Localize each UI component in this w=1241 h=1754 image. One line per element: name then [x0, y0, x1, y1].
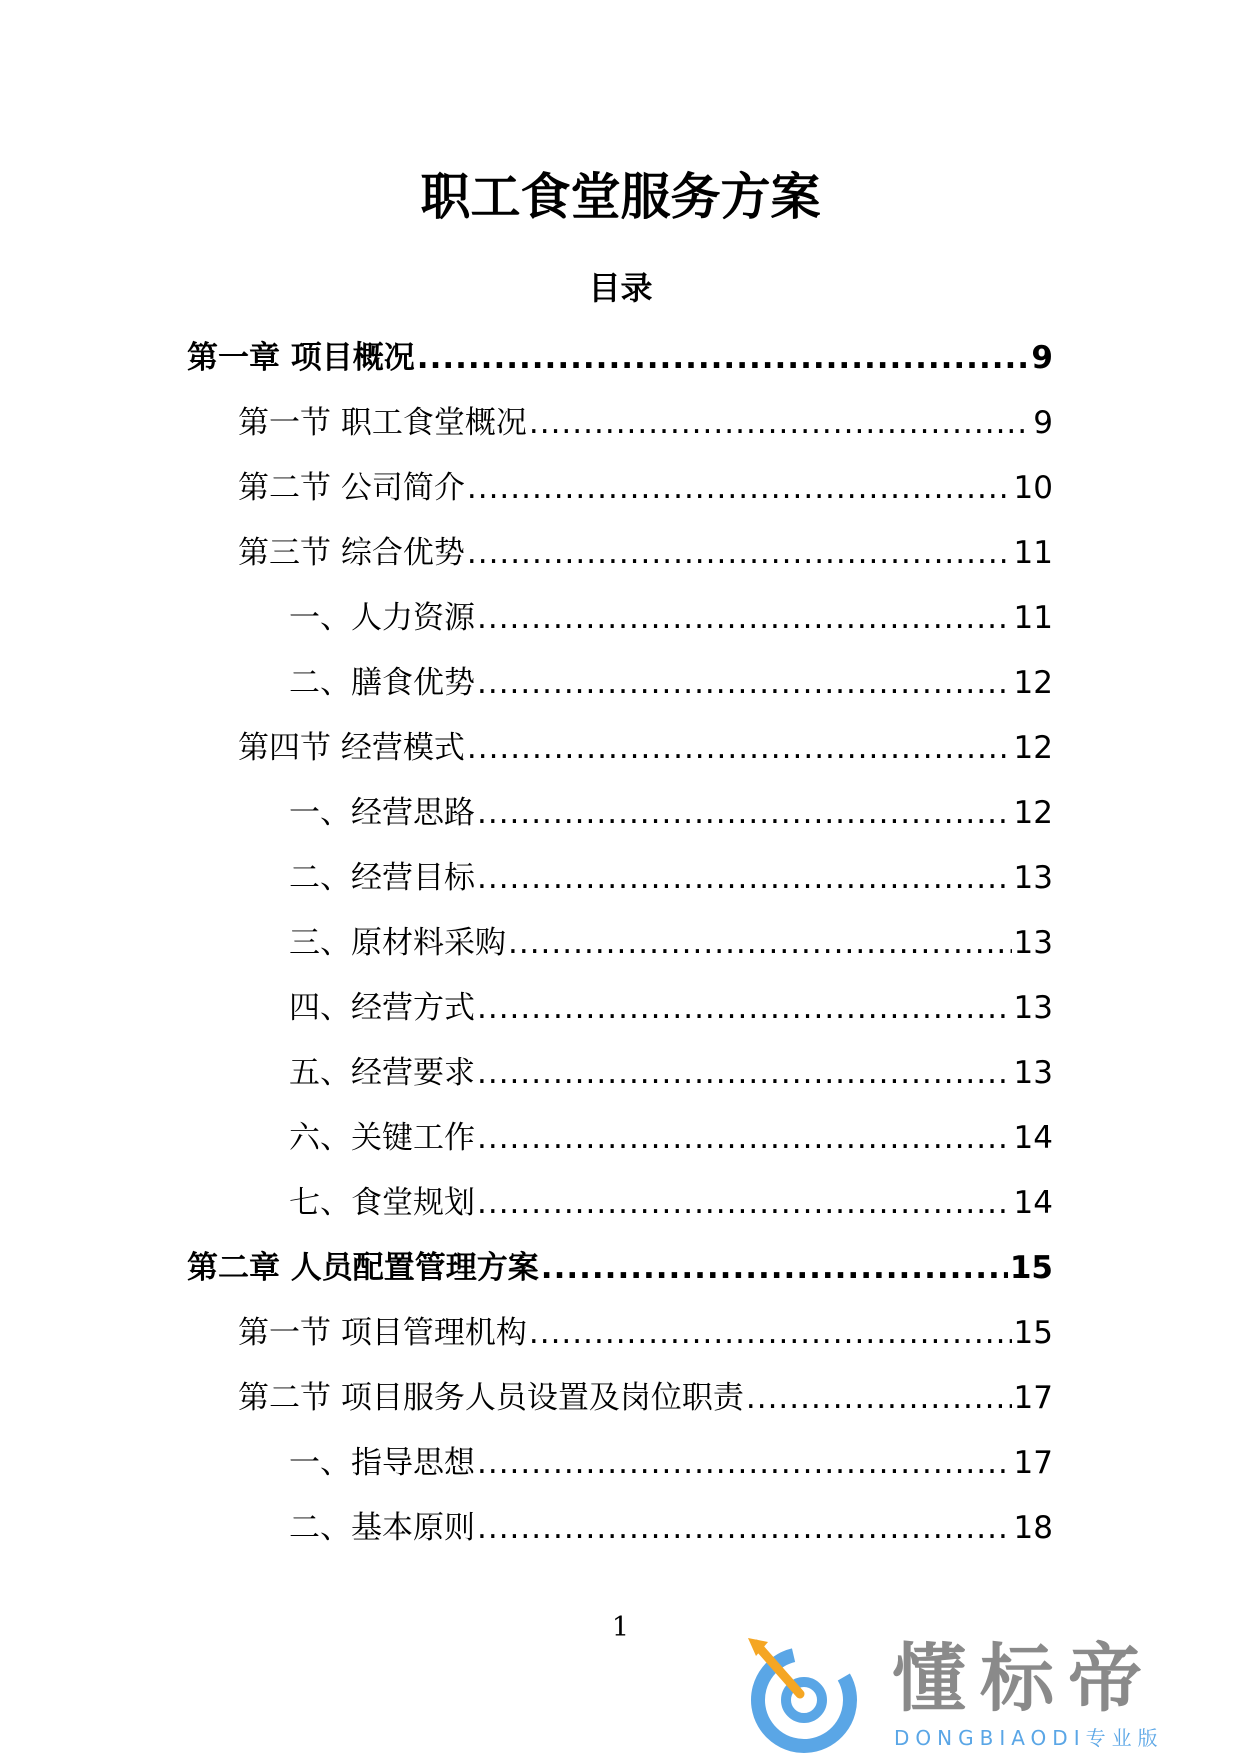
toc-dot-leader — [477, 798, 1012, 829]
toc-entry-page: 17 — [1013, 1380, 1053, 1416]
toc-entry-label: 一、人力资源 — [289, 600, 475, 636]
toc-entry[interactable] — [0, 391, 1053, 456]
page-number: 1 — [611, 1612, 630, 1643]
toc-entry-label: 第一节 项目管理机构 — [238, 1315, 527, 1351]
toc-entry[interactable] — [0, 1496, 1053, 1561]
toc-entry-label: 一、经营思路 — [289, 795, 475, 831]
table-of-contents — [0, 326, 1241, 1561]
toc-heading: 目录 — [588, 269, 653, 307]
toc-entry[interactable] — [0, 651, 1053, 716]
toc-entry-page: 14 — [1013, 1185, 1053, 1221]
toc-entry[interactable] — [0, 976, 1053, 1041]
toc-dot-leader — [508, 928, 1012, 959]
toc-entry-label: 第二章 人员配置管理方案 — [187, 1250, 539, 1286]
toc-dot-leader — [477, 1058, 1012, 1089]
toc-dot-leader — [477, 1123, 1012, 1154]
toc-entry[interactable] — [0, 846, 1053, 911]
toc-entry-label: 第一节 职工食堂概况 — [238, 405, 527, 441]
toc-entry-label: 四、经营方式 — [289, 990, 475, 1026]
toc-entry-label: 七、食堂规划 — [289, 1185, 475, 1221]
toc-entry-page: 11 — [1013, 535, 1053, 571]
toc-entry[interactable] — [0, 911, 1053, 976]
toc-dot-leader — [477, 668, 1012, 699]
toc-dot-leader — [477, 1448, 1012, 1479]
toc-dot-leader — [477, 603, 1012, 634]
toc-entry[interactable] — [0, 586, 1053, 651]
toc-entry[interactable] — [0, 1171, 1053, 1236]
toc-dot-leader — [477, 863, 1012, 894]
toc-entry-label: 六、关键工作 — [289, 1120, 475, 1156]
toc-entry[interactable] — [0, 1236, 1053, 1301]
toc-entry-label: 一、指导思想 — [289, 1445, 475, 1481]
toc-dot-leader — [467, 473, 1012, 504]
toc-dot-leader — [467, 538, 1012, 569]
toc-entry[interactable] — [0, 456, 1053, 521]
toc-entry[interactable] — [0, 781, 1053, 846]
toc-entry-page: 13 — [1013, 925, 1053, 961]
toc-entry[interactable] — [0, 1041, 1053, 1106]
toc-entry-page: 9 — [1031, 340, 1053, 376]
toc-entry-label: 二、膳食优势 — [289, 665, 475, 701]
toc-entry-label: 二、基本原则 — [289, 1510, 475, 1546]
toc-entry-page: 14 — [1013, 1120, 1053, 1156]
watermark — [742, 1636, 1212, 1754]
document-title: 职工食堂服务方案 — [420, 168, 821, 226]
toc-entry-page: 12 — [1013, 730, 1053, 766]
toc-entry[interactable] — [0, 1366, 1053, 1431]
toc-entry-label: 三、原材料采购 — [289, 925, 506, 961]
toc-entry-page: 11 — [1013, 600, 1053, 636]
toc-entry-page: 10 — [1013, 470, 1053, 506]
toc-entry[interactable] — [0, 716, 1053, 781]
toc-entry-label: 第二节 项目服务人员设置及岗位职责 — [238, 1380, 744, 1416]
toc-entry-page: 15 — [1013, 1315, 1053, 1351]
toc-dot-leader — [529, 1318, 1012, 1349]
toc-entry-page: 12 — [1013, 665, 1053, 701]
toc-entry-page: 15 — [1009, 1250, 1053, 1286]
toc-entry-page: 9 — [1033, 405, 1053, 441]
toc-entry[interactable] — [0, 326, 1053, 391]
toc-entry-page: 18 — [1013, 1510, 1053, 1546]
toc-entry-label: 第一章 项目概况 — [187, 340, 415, 376]
toc-entry-label: 五、经营要求 — [289, 1055, 475, 1091]
toc-dot-leader — [746, 1383, 1012, 1414]
toc-entry[interactable] — [0, 521, 1053, 586]
toc-entry[interactable] — [0, 1301, 1053, 1366]
toc-dot-leader — [541, 1253, 1008, 1284]
toc-entry-page: 17 — [1013, 1445, 1053, 1481]
watermark-brand-subtitle: DONGBIAODI专业版 — [894, 1726, 1164, 1750]
toc-entry-label: 第四节 经营模式 — [238, 730, 465, 766]
toc-entry-label: 第三节 综合优势 — [238, 535, 465, 571]
toc-entry-label: 第二节 公司简介 — [238, 470, 465, 506]
target-arrow-icon — [742, 1636, 862, 1754]
toc-dot-leader — [477, 1513, 1012, 1544]
toc-dot-leader — [477, 993, 1012, 1024]
toc-entry-page: 13 — [1013, 860, 1053, 896]
toc-entry[interactable] — [0, 1106, 1053, 1171]
toc-entry-page: 13 — [1013, 990, 1053, 1026]
toc-entry-label: 二、经营目标 — [289, 860, 475, 896]
toc-entry-page: 13 — [1013, 1055, 1053, 1091]
toc-dot-leader — [467, 733, 1012, 764]
toc-entry[interactable] — [0, 1431, 1053, 1496]
toc-dot-leader — [477, 1188, 1012, 1219]
toc-dot-leader — [417, 343, 1030, 374]
watermark-brand-name: 懂标帝 — [892, 1636, 1156, 1722]
toc-dot-leader — [529, 408, 1031, 439]
toc-entry-page: 12 — [1013, 795, 1053, 831]
